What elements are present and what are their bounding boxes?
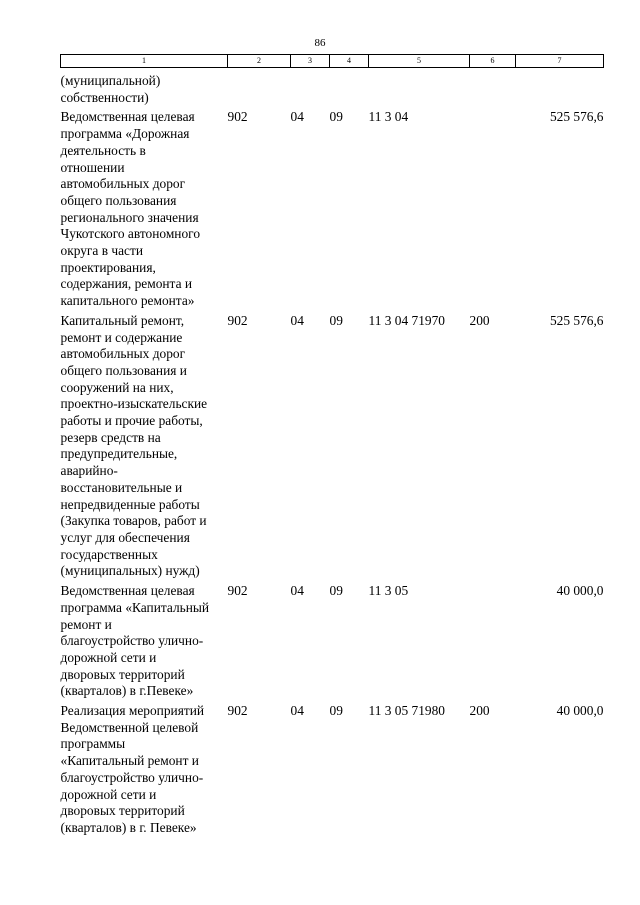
name-line: собственности) xyxy=(60,89,149,105)
table-row xyxy=(61,106,604,309)
table-row xyxy=(61,700,604,837)
name-line: автомобильных дорог xyxy=(60,176,186,192)
target-article: 11 3 04 xyxy=(368,109,409,125)
name-line: услуг для обеспечения xyxy=(60,529,190,545)
table-row xyxy=(61,580,604,700)
header-col-4: 4 xyxy=(330,55,369,68)
name-line: дворовых территорий xyxy=(60,803,185,819)
amount: 525 576,6 xyxy=(549,312,604,328)
expense-type: 200 xyxy=(469,312,490,328)
name-line: дворовых территорий xyxy=(60,666,185,682)
name-line: аварийно- xyxy=(60,463,118,479)
subsection-code: 09 xyxy=(329,312,343,328)
subsection-code: 09 xyxy=(329,703,343,719)
name-line: общего пользования xyxy=(60,192,177,208)
name-line: деятельность в xyxy=(60,142,146,158)
name-line: дорожной сети и xyxy=(60,786,157,802)
name-line: округа в части xyxy=(60,243,144,259)
header-col-2: 2 xyxy=(228,55,291,68)
name-line: регионального значения xyxy=(60,209,199,225)
expense-type xyxy=(470,580,516,700)
section-code: 04 xyxy=(290,583,304,599)
section-code: 04 xyxy=(290,109,304,125)
amount: 40 000,0 xyxy=(556,583,604,599)
name-line: Чукотского автономного xyxy=(60,226,201,242)
name-line: ремонт и xyxy=(60,616,112,632)
page-number: 86 xyxy=(314,37,326,49)
header-col-1: 1 xyxy=(61,55,228,68)
header-col-5: 5 xyxy=(369,55,470,68)
subsection-code: 09 xyxy=(329,583,343,599)
ministry-code: 902 xyxy=(227,312,248,328)
name-line: благоустройство улично- xyxy=(60,633,204,649)
expense-type: 200 xyxy=(469,703,490,719)
section-code: 04 xyxy=(290,703,304,719)
name-line: непредвиденные работы xyxy=(60,496,200,512)
name-line: государственных xyxy=(60,546,158,562)
name-line: Ведомственной целевой xyxy=(60,719,199,735)
name-line: предупредительные, xyxy=(60,446,178,462)
row-name xyxy=(61,106,228,309)
target-article: 11 3 04 71970 xyxy=(368,312,445,328)
name-line: ремонт и содержание xyxy=(60,329,183,345)
expense-type xyxy=(470,106,516,309)
continuation-row xyxy=(61,68,604,107)
continuation-name xyxy=(61,68,228,107)
name-line: программы xyxy=(60,736,126,752)
name-line: сооружений на них, xyxy=(60,379,174,395)
ministry-code: 902 xyxy=(227,583,248,599)
header-col-6: 6 xyxy=(470,55,516,68)
header-col-3: 3 xyxy=(291,55,330,68)
name-line: (муниципальной) xyxy=(60,73,161,88)
target-article: 11 3 05 xyxy=(368,583,409,599)
name-line: благоустройство улично- xyxy=(60,769,204,785)
ministry-code: 902 xyxy=(227,703,248,719)
amount: 525 576,6 xyxy=(549,109,604,125)
name-line: «Капитальный ремонт и xyxy=(60,753,199,769)
name-line: работы и прочие работы, xyxy=(60,413,203,429)
name-line: Ведомственная целевая xyxy=(60,109,195,125)
target-article: 11 3 05 71980 xyxy=(368,703,445,719)
name-line: (кварталов) в г.Певеке» xyxy=(60,683,194,699)
name-line: капитального ремонта» xyxy=(60,293,195,309)
name-line: отношении xyxy=(60,159,125,175)
name-line: проектно-изыскательские xyxy=(60,396,208,412)
amount: 40 000,0 xyxy=(556,703,604,719)
row-name xyxy=(61,310,228,580)
name-line: дорожной сети и xyxy=(60,649,157,665)
name-line: автомобильных дорог xyxy=(60,346,186,362)
subsection-code: 09 xyxy=(329,109,343,125)
section-code: 04 xyxy=(290,312,304,328)
name-line: восстановительные и xyxy=(60,479,183,495)
name-line: проектирования, xyxy=(60,259,156,275)
header-col-7: 7 xyxy=(516,55,604,68)
name-line: Ведомственная целевая xyxy=(60,583,195,599)
row-name xyxy=(61,580,228,700)
header-row xyxy=(61,55,604,68)
name-line: программа «Дорожная xyxy=(60,126,190,142)
name-line: резерв средств на xyxy=(60,429,161,445)
name-line: Реализация мероприятий xyxy=(60,703,205,719)
name-line: (кварталов) в г. Певеке» xyxy=(60,819,197,835)
name-line: содержания, ремонта и xyxy=(60,276,193,292)
name-line: общего пользования и xyxy=(60,362,187,378)
name-line: (Закупка товаров, работ и xyxy=(60,513,207,529)
name-line: (муниципальных) нужд) xyxy=(60,563,200,579)
name-line: программа «Капитальный xyxy=(60,599,210,615)
table-row xyxy=(61,310,604,580)
ministry-code: 902 xyxy=(227,109,248,125)
row-name xyxy=(61,700,228,837)
name-line: Капитальный ремонт, xyxy=(60,312,185,328)
budget-table xyxy=(60,54,604,837)
